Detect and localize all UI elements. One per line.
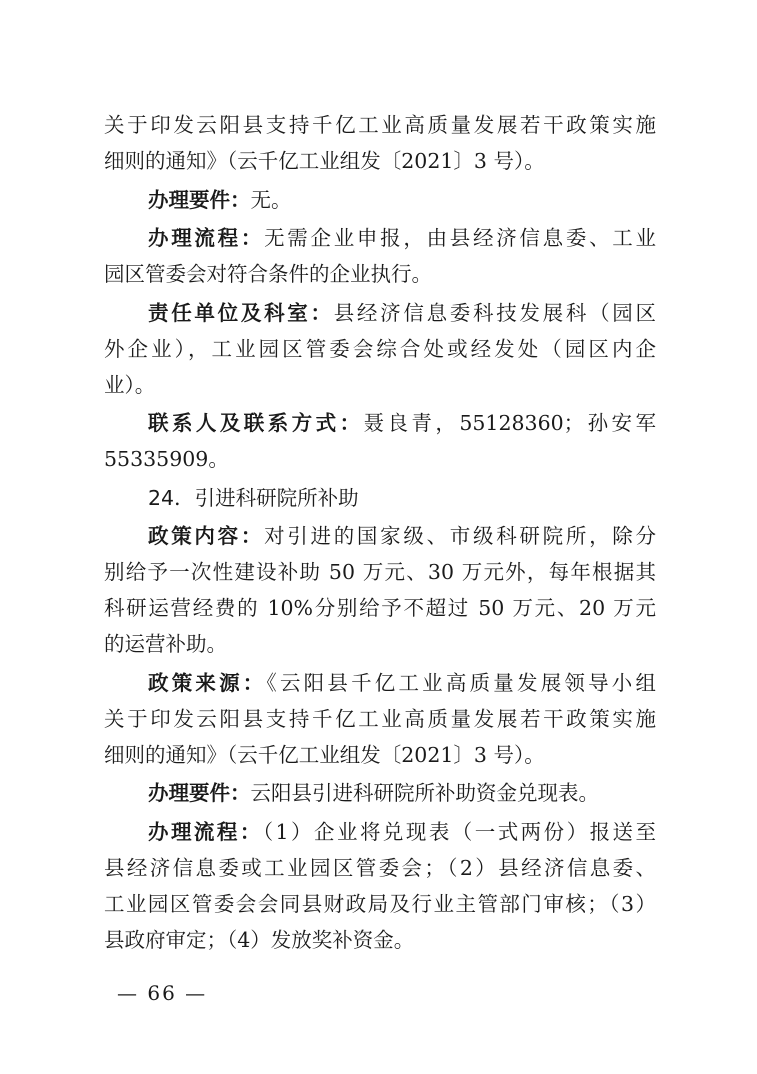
- text-line: 关于印发云阳县支持千亿工业高质量发展若干政策实施: [104, 707, 656, 731]
- text-line: 细则的通知》（云千亿工业组发〔2021〕3 号）。: [104, 743, 545, 767]
- text-line: 县经济信息委或工业园区管委会；（2）县经济信息委、: [104, 856, 656, 880]
- field-value: 对引进的国家级、市级科研院所，除分: [264, 524, 657, 548]
- text-line: 的运营补助。: [104, 632, 227, 656]
- field-label: 联系人及联系方式：: [148, 411, 364, 435]
- paragraph-line: [148, 518, 656, 554]
- text-line: 别给予一次性建设补助 50 万元、30 万元外，每年根据其: [104, 560, 656, 584]
- section-heading: 24．引进科研院所补助: [148, 486, 359, 510]
- field-label: 办理流程：: [148, 226, 265, 250]
- paragraph-line: [148, 295, 656, 331]
- text-line: 细则的通知》（云千亿工业组发〔2021〕3 号）。: [104, 149, 545, 173]
- paragraph-line: [148, 775, 656, 811]
- paragraph-line: [148, 814, 656, 850]
- paragraph-line: [148, 220, 656, 256]
- field-label: 办理流程：: [148, 820, 263, 844]
- text-line: 园区管委会对符合条件的企业执行。: [104, 262, 432, 286]
- text-line: 55335909。: [104, 447, 229, 471]
- field-value: 云阳县引进科研院所补助资金兑现表。: [250, 781, 599, 805]
- field-value: （1）企业将兑现表（一式两份）报送至: [262, 820, 657, 844]
- field-value: 县经济信息委科技发展科（园区: [333, 301, 657, 325]
- field-value: 无需企业申报，由县经济信息委、工业: [264, 226, 657, 250]
- text-line: 县政府审定；（4）发放奖补资金。: [104, 928, 415, 952]
- field-label: 政策来源：: [148, 671, 267, 695]
- page-number: — 66 —: [117, 981, 208, 1005]
- field-value: 《云阳县千亿工业高质量发展领导小组: [266, 671, 657, 695]
- text-line: 外企业），工业园区管委会综合处或经发处（园区内企: [104, 337, 656, 361]
- field-label: 办理要件：: [148, 188, 251, 212]
- field-label: 政策内容：: [148, 524, 265, 548]
- field-value: 无。: [250, 188, 292, 212]
- text-line: 业）。: [104, 373, 156, 397]
- paragraph-line: [148, 182, 656, 218]
- text-line: 工业园区管委会会同县财政局及行业主管部门审核；（3）: [104, 892, 656, 916]
- field-value: 聂良青，55128360；孙安军: [363, 411, 657, 435]
- text-line: 科研运营经费的 10%分别给予不超过 50 万元、20 万元: [104, 596, 656, 620]
- text-line: 关于印发云阳县支持千亿工业高质量发展若干政策实施: [104, 113, 656, 137]
- field-label: 责任单位及科室：: [148, 301, 334, 325]
- paragraph-line: [148, 405, 656, 441]
- field-label: 办理要件：: [148, 781, 251, 805]
- paragraph-line: [148, 665, 656, 701]
